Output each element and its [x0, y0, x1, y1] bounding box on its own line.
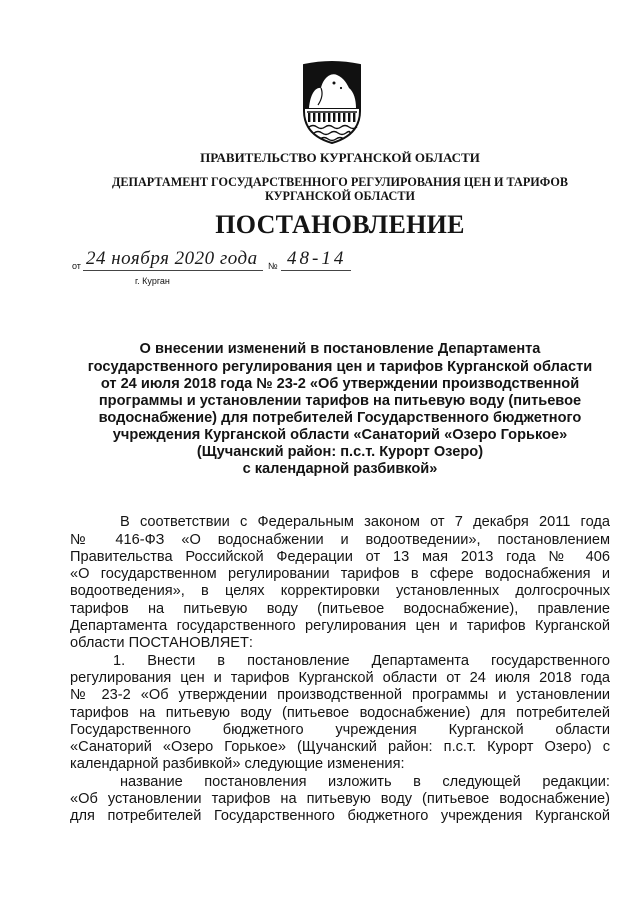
document-body	[70, 514, 610, 825]
number-underline	[281, 270, 351, 271]
body-line: области ПОСТАНОВЛЯЕТ:	[70, 635, 253, 652]
body-line: № 23-2 «Об утверждении производственной программы и установлении	[70, 687, 610, 704]
handwritten-date: 24 ноября 2020 года	[86, 248, 258, 269]
title-line: О внесении изменений в постановление Департамента	[139, 341, 541, 358]
title-line: с календарной разбивкой»	[242, 461, 438, 478]
coat-of-arms-icon	[301, 57, 363, 145]
paragraph	[70, 653, 610, 774]
title-line: (Щучанский район: п.с.т. Курорт Озеро)	[196, 444, 484, 461]
title-line: учреждения Курганской области «Санаторий «Озеро Горькое»	[112, 427, 568, 444]
number-prefix: №	[268, 261, 278, 271]
body-line: В соответствии с Федеральным законом от 7 декабря 2011 года	[120, 514, 610, 531]
body-line: 1. Внести в постановление Департамента государственного	[113, 652, 610, 669]
body-line: «О государственном регулировании тарифов в сфере водоснабжения и	[70, 566, 610, 583]
body-line: № 416-ФЗ «О водоснабжении и водоотведении», постановлением	[70, 531, 610, 548]
body-line: тарифов на питьевую воду (питьевое водоснабжение) для потребителей	[70, 704, 610, 721]
emblem	[301, 57, 363, 145]
body-line: Департамента государственного регулирования цен и тарифов Курганской	[70, 618, 610, 635]
body-line: название постановления изложить в следующей редакции:	[120, 773, 610, 790]
body-line: тарифов на питьевую воду (питьевое водоснабжение), правление	[70, 600, 610, 617]
date-prefix: от	[72, 261, 81, 271]
body-line: для потребителей Государственного бюджетного учреждения Курганской	[70, 808, 610, 825]
paragraph	[70, 514, 610, 652]
government-name: ПРАВИТЕЛЬСТВО КУРГАНСКОЙ ОБЛАСТИ	[200, 150, 480, 165]
body-line: Правительства Российской Федерации от 13 мая 2013 года № 406	[70, 548, 610, 565]
body-line: календарной разбивкой» следующие изменения:	[70, 756, 405, 773]
place-of-issue: г. Курган	[135, 276, 170, 286]
date-underline	[83, 270, 263, 271]
title-line: водоснабжение) для потребителей Государственного бюджетного	[98, 409, 582, 426]
title-line: государственного регулирования цен и тарифов Курганской области	[87, 358, 593, 375]
title-line: программы и установлении тарифов на питьевую воду (питьевое	[98, 392, 582, 409]
title-line: от 24 июля 2018 года № 23-2 «Об утверждении производственной	[100, 375, 580, 392]
body-line: «Санаторий «Озеро Горькое» (Щучанский район: п.с.т. Курорт Озеро) с	[70, 739, 610, 756]
paragraph	[70, 774, 610, 826]
handwritten-number: 48-14	[287, 248, 347, 269]
body-line: «Об установлении тарифов на питьевую воду (питьевое водоснабжение)	[70, 791, 610, 808]
body-line: регулирования цен и тарифов Курганской области от 24 июля 2018 года	[70, 669, 610, 686]
document-type-heading: ПОСТАНОВЛЕНИЕ	[215, 210, 465, 239]
department-name-line: ДЕПАРТАМЕНТ ГОСУДАРСТВЕННОГО РЕГУЛИРОВАНИЯ ЦЕН И ТАРИФОВ	[112, 175, 568, 189]
document-title	[70, 341, 610, 478]
department-name-line: КУРГАНСКОЙ ОБЛАСТИ	[265, 189, 415, 203]
body-line: Государственного бюджетного учреждения Курганской области	[70, 721, 610, 738]
body-line: водоотведения», в целях корректировки установленных долгосрочных	[70, 583, 610, 600]
